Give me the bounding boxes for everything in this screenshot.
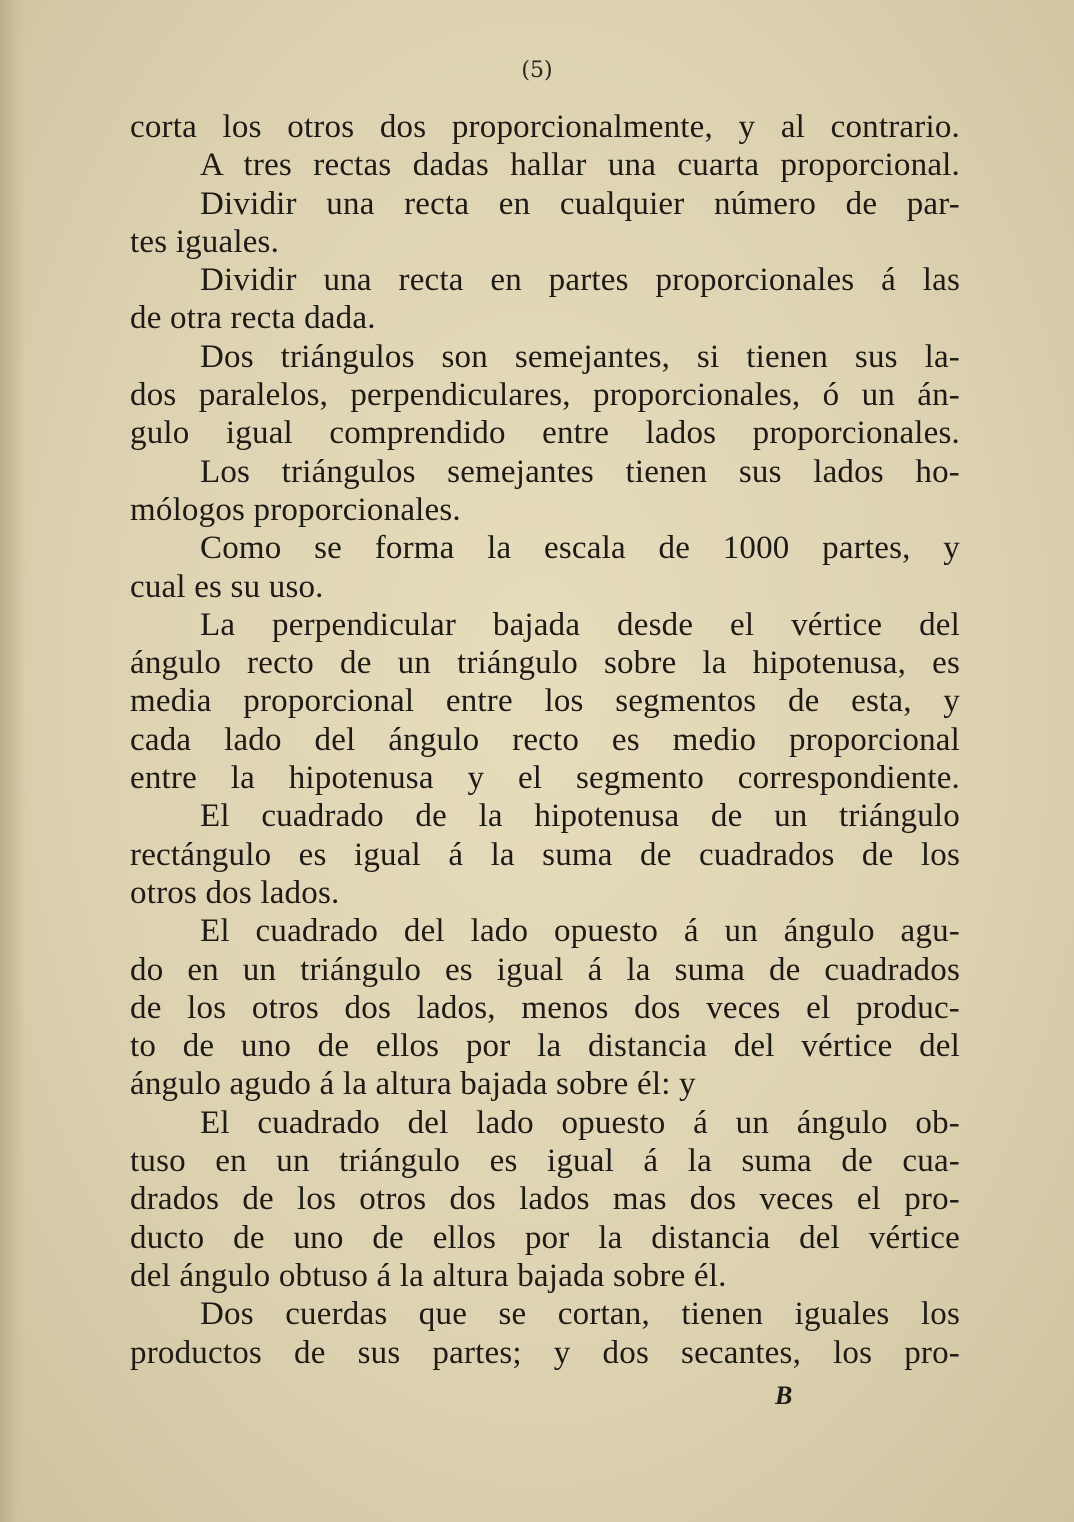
text-line: otros dos lados. [130, 874, 340, 911]
text-line: ducto de uno de ellos por la distancia del vértice [130, 1219, 960, 1256]
page-gutter [0, 0, 26, 1522]
text-line: tes iguales. [130, 223, 280, 260]
text-line: cada lado del ángulo recto es medio proporcional [130, 721, 960, 758]
text-line: gulo igual comprendido entre lados proporcionales. [130, 415, 960, 452]
text-line: rectángulo es igual á la suma de cuadrados de los [130, 836, 960, 873]
text-line: media proporcional entre los segmentos de esta, y [130, 683, 960, 720]
text-line: La perpendicular bajada desde el vértice del [200, 606, 960, 643]
text-line: de los otros dos lados, menos dos veces el produc- [130, 989, 960, 1026]
text-line: tuso en un triángulo es igual á la suma de cua- [130, 1143, 960, 1180]
text-line: del ángulo obtuso á la altura bajada sobre él. [130, 1257, 727, 1294]
text-line: Dividir una recta en partes proporcionales á las [200, 262, 960, 299]
text-line: dos paralelos, perpendiculares, proporcionales, ó un án- [130, 377, 960, 414]
text-line: entre la hipotenusa y el segmento correspondiente. [130, 760, 960, 797]
text-line: Dos cuerdas que se cortan, tienen iguales los [200, 1296, 960, 1333]
text-line: ángulo recto de un triángulo sobre la hipotenusa, es [130, 645, 960, 682]
text-line: to de uno de ellos por la distancia del vértice del [130, 1028, 960, 1065]
text-line: cual es su uso. [130, 568, 324, 605]
text-line: Como se forma la escala de 1000 partes, y [200, 530, 960, 567]
text-line: mólogos proporcionales. [130, 491, 461, 528]
text-line: Dividir una recta en cualquier número de par- [200, 185, 960, 222]
page-number: (5) [521, 58, 553, 83]
text-line: El cuadrado del lado opuesto á un ángulo ob- [200, 1104, 960, 1141]
text-line: productos de sus partes; y dos secantes, los pro- [130, 1334, 960, 1371]
text-line: A tres rectas dadas hallar una cuarta proporcional. [200, 147, 960, 184]
text-line: do en un triángulo es igual á la suma de cuadrados [130, 951, 960, 988]
text-line: drados de los otros dos lados mas dos veces el pro- [130, 1181, 960, 1218]
text-line: Los triángulos semejantes tienen sus lados ho- [200, 453, 960, 490]
text-line: corta los otros dos proporcionalmente, y al contrario. [130, 109, 960, 145]
text-line: ángulo agudo á la altura bajada sobre él: y [130, 1066, 696, 1103]
body-text [130, 108, 960, 1372]
signature-mark: B [775, 1381, 793, 1410]
text-line: El cuadrado del lado opuesto á un ángulo agu- [200, 913, 960, 950]
text-line: Dos triángulos son semejantes, si tienen sus la- [200, 338, 960, 375]
text-line: El cuadrado de la hipotenusa de un triángulo [200, 798, 960, 835]
text-line: de otra recta dada. [130, 300, 376, 337]
